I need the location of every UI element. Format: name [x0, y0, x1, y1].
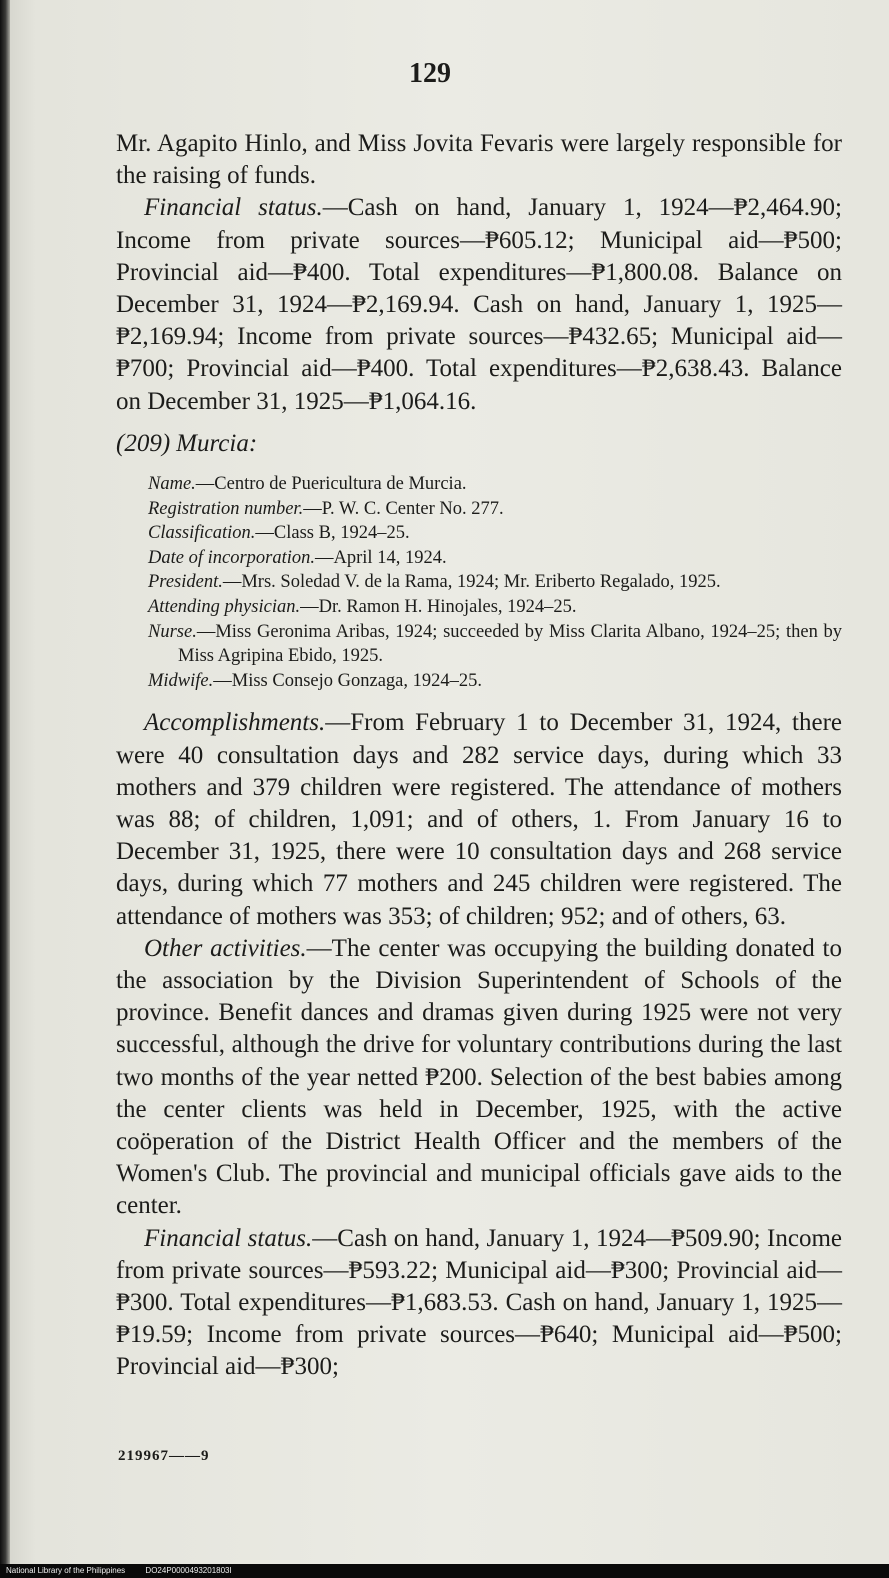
book-spine-shadow [0, 0, 10, 1578]
accomplishments-text: —From February 1 to December 31, 1924, there were 40 consultation days and 282 service days, during which 33 mothers and 379 children were registered. The attendance of mothers was 88; of children, 1,091; and of others, 1. From January 16 to December 31, 1925, there were 10 consultation days and 268 service days, during which 77 mothers and 245 children were registered. The attendance of mothers was 353; of children; 952; and of others, 63. [116, 709, 842, 930]
detail-label: Registration number. [148, 498, 304, 519]
detail-label: Midwife. [148, 670, 214, 691]
detail-label: Classification. [148, 523, 256, 544]
detail-text: —April 14, 1924. [315, 547, 447, 568]
detail-label: Name. [148, 474, 196, 495]
section-number: (209) [116, 429, 171, 457]
other-activities-text: —The center was occupying the building donated to the association by the Division Superintendent of Schools of the province. Benefit dances and dramas given during 1925 were not very successful, although the drive for voluntary contributions during the last two months of the year netted ₱200. Selection of the best babies among the center clients was held in December, 1925, with the active coöperation of the District Health Officer and the members of the Women's Club. The provincial and municipal officials gave aids to the center. [116, 934, 842, 1220]
printer-signature-mark: 219967——9 [118, 1448, 210, 1464]
other-activities-paragraph [116, 933, 842, 1223]
other-activities-label: Other activities. [144, 934, 307, 962]
detail-text: —Miss Geronima Aribas, 1924; succeeded by Miss Clarita Albano, 1924–25; then by Miss Agripina Ebido, 1925. [178, 621, 842, 667]
accomplishments-label: Accomplishments. [144, 709, 326, 737]
detail-text: —Mrs. Soledad V. de la Rama, 1924; Mr. Eriberto Regalado, 1925. [222, 572, 721, 593]
detail-label: Date of incorporation. [148, 547, 316, 568]
detail-classification [116, 521, 842, 546]
detail-label: Nurse. [148, 621, 197, 642]
financial-status-label: Financial status. [144, 1224, 313, 1252]
detail-text: —Class B, 1924–25. [255, 523, 410, 544]
detail-registration-number [116, 497, 842, 522]
detail-text: —P. W. C. Center No. 277. [303, 498, 504, 519]
detail-midwife [116, 669, 842, 694]
detail-president [116, 570, 842, 595]
accomplishments-paragraph [116, 707, 842, 932]
financial-status-text: —Cash on hand, January 1, 1924—₱2,464.90; Income from private sources—₱605.12; Municipal aid—₱500; Provincial aid—₱400. Total expenditures—₱1,800.08. Balance on December 31, 1924—₱2,169.94. Cash on hand, January 1, 1925—₱2,169.94; Income from private sources—₱432.65; Municipal aid—₱700; Provincial aid—₱400. Total expenditures—₱2,638.43. Balance on December 31, 1925—₱1,064.16. [116, 194, 842, 415]
page-number: 129 [409, 58, 451, 89]
scan-footer-bar [0, 1564, 889, 1578]
detail-nurse [116, 620, 842, 669]
body-text [116, 128, 842, 1384]
continued-paragraph: Mr. Agapito Hinlo, and Miss Jovita Fevaris were largely responsible for the raising of funds. [116, 130, 842, 190]
detail-text: —Miss Consejo Gonzaga, 1924–25. [213, 670, 483, 691]
detail-attending-physician [116, 595, 842, 620]
financial-status-paragraph [116, 192, 842, 417]
footer-document-code: DO24P0000493201803I [145, 1566, 232, 1575]
detail-text: —Centro de Puericultura de Murcia. [195, 474, 467, 495]
detail-label: Attending physician. [148, 597, 301, 617]
center-details [116, 472, 842, 693]
detail-text: —Dr. Ramon H. Hinojales, 1924–25. [300, 597, 577, 617]
financial-status-label: Financial status. [144, 194, 323, 222]
section-title: Murcia: [176, 429, 258, 457]
detail-date-of-incorporation [116, 546, 842, 571]
financial-status-text: —Cash on hand, January 1, 1924—₱509.90; Income from private sources—₱593.22; Municipal aid—₱300; Provincial aid—₱300. Total expenditures—₱1,683.53. Cash on hand, January 1, 1925—₱19.59; Income from private sources—₱640; Municipal aid—₱500; Provincial aid—₱300; [116, 1224, 842, 1381]
footer-library-name: National Library of the Philippines [6, 1566, 126, 1575]
detail-name [116, 472, 842, 497]
detail-label: President. [148, 572, 223, 593]
section-heading [116, 428, 842, 460]
murcia-financial-status-paragraph [116, 1223, 842, 1384]
